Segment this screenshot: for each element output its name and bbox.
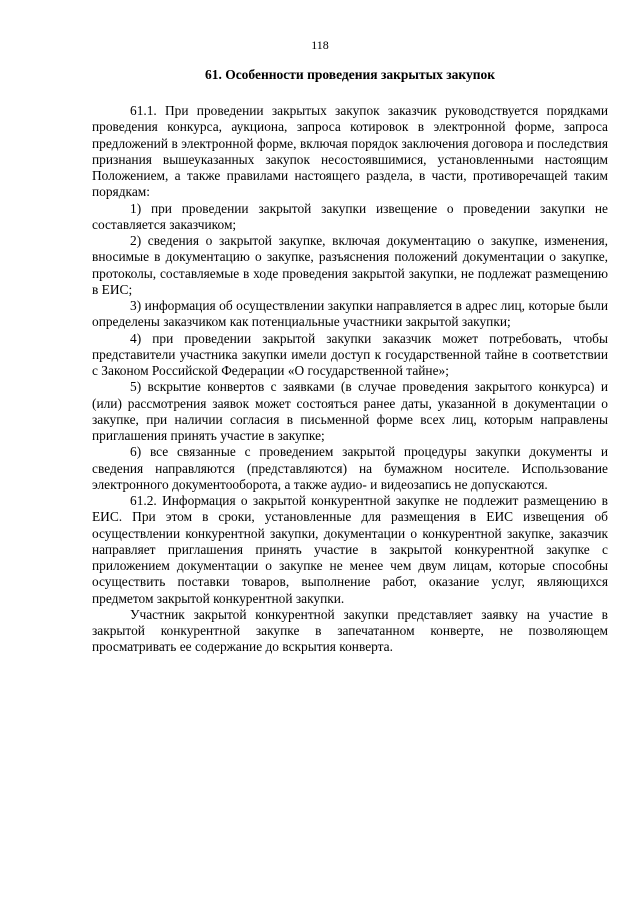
paragraph-61-2: 61.2. Информация о закрытой конкурентной закупке не подлежит размещению в ЕИС. При этом в сроки, установленные для размещения в ЕИС извещения об осуществлении конкурентной закупки, документации о конкурентной закупке, заказчик направляет приглашения принять участие в закрытой конкурентной закупке с приложением документации о закупке не менее чем двум лицам, которые способны осуществить поставки товаров, выполнение работ, оказание услуг, являющихся предметом закрытой конкурентной закупки. [92, 493, 608, 606]
paragraph-participant: Участник закрытой конкурентной закупки представляет заявку на участие в закрытой конкурентной закупке в запечатанном конверте, не позволяющем просматривать ее содержание до вскрытия конверта. [92, 606, 608, 655]
list-item-3: 3) информация об осуществлении закупки направляется в адрес лиц, которые были определены заказчиком как потенциальные участники закрытой закупки; [92, 298, 608, 330]
list-item-5: 5) вскрытие конвертов с заявками (в случае проведения закрытого конкурса) и (или) рассмотрения заявок может состояться ранее даты, указанной в документации о закупке, при наличии согласия в письменной форме всех лиц, которым направлены приглашения принять участие в закупке; [92, 379, 608, 443]
section-body [92, 103, 608, 656]
list-item-1: 1) при проведении закрытой закупки извещение о проведении закупки не составляется заказчиком; [92, 200, 608, 232]
page-number: 118 [311, 38, 329, 52]
list-item-6: 6) все связанные с проведением закрытой процедуры закупки документы и сведения направляются (представляются) на бумажном носителе. Использование электронного документооборота, а также аудио- и видеозапись не допускаются. [92, 444, 608, 492]
section-title: 61. Особенности проведения закрытых закупок [204, 67, 496, 82]
paragraph-61-1: 61.1. При проведении закрытых закупок заказчик руководствуется порядками проведения конкурса, аукциона, запроса котировок в электронной форме, запроса предложений в электронной форме, включая порядок заключения договора и последствия признания вышеуказанных закупок несостоявшимися, установленными настоящим Положением, а также правилами настоящего раздела, в части, противоречащей таким порядкам: [92, 103, 608, 200]
list-item-2: 2) сведения о закрытой закупке, включая документацию о закупке, изменения, вносимые в документацию о закупке, разъяснения положений документации о закупке, протоколы, составляемые в ходе проведения закрытой закупки, не подлежат размещению в ЕИС; [92, 233, 608, 297]
list-item-4: 4) при проведении закрытой закупки заказчик может потребовать, чтобы представители участника закупки имели доступ к государственной тайне в соответствии с Законом Российской Федерации «О государственной тайне»; [92, 330, 608, 378]
